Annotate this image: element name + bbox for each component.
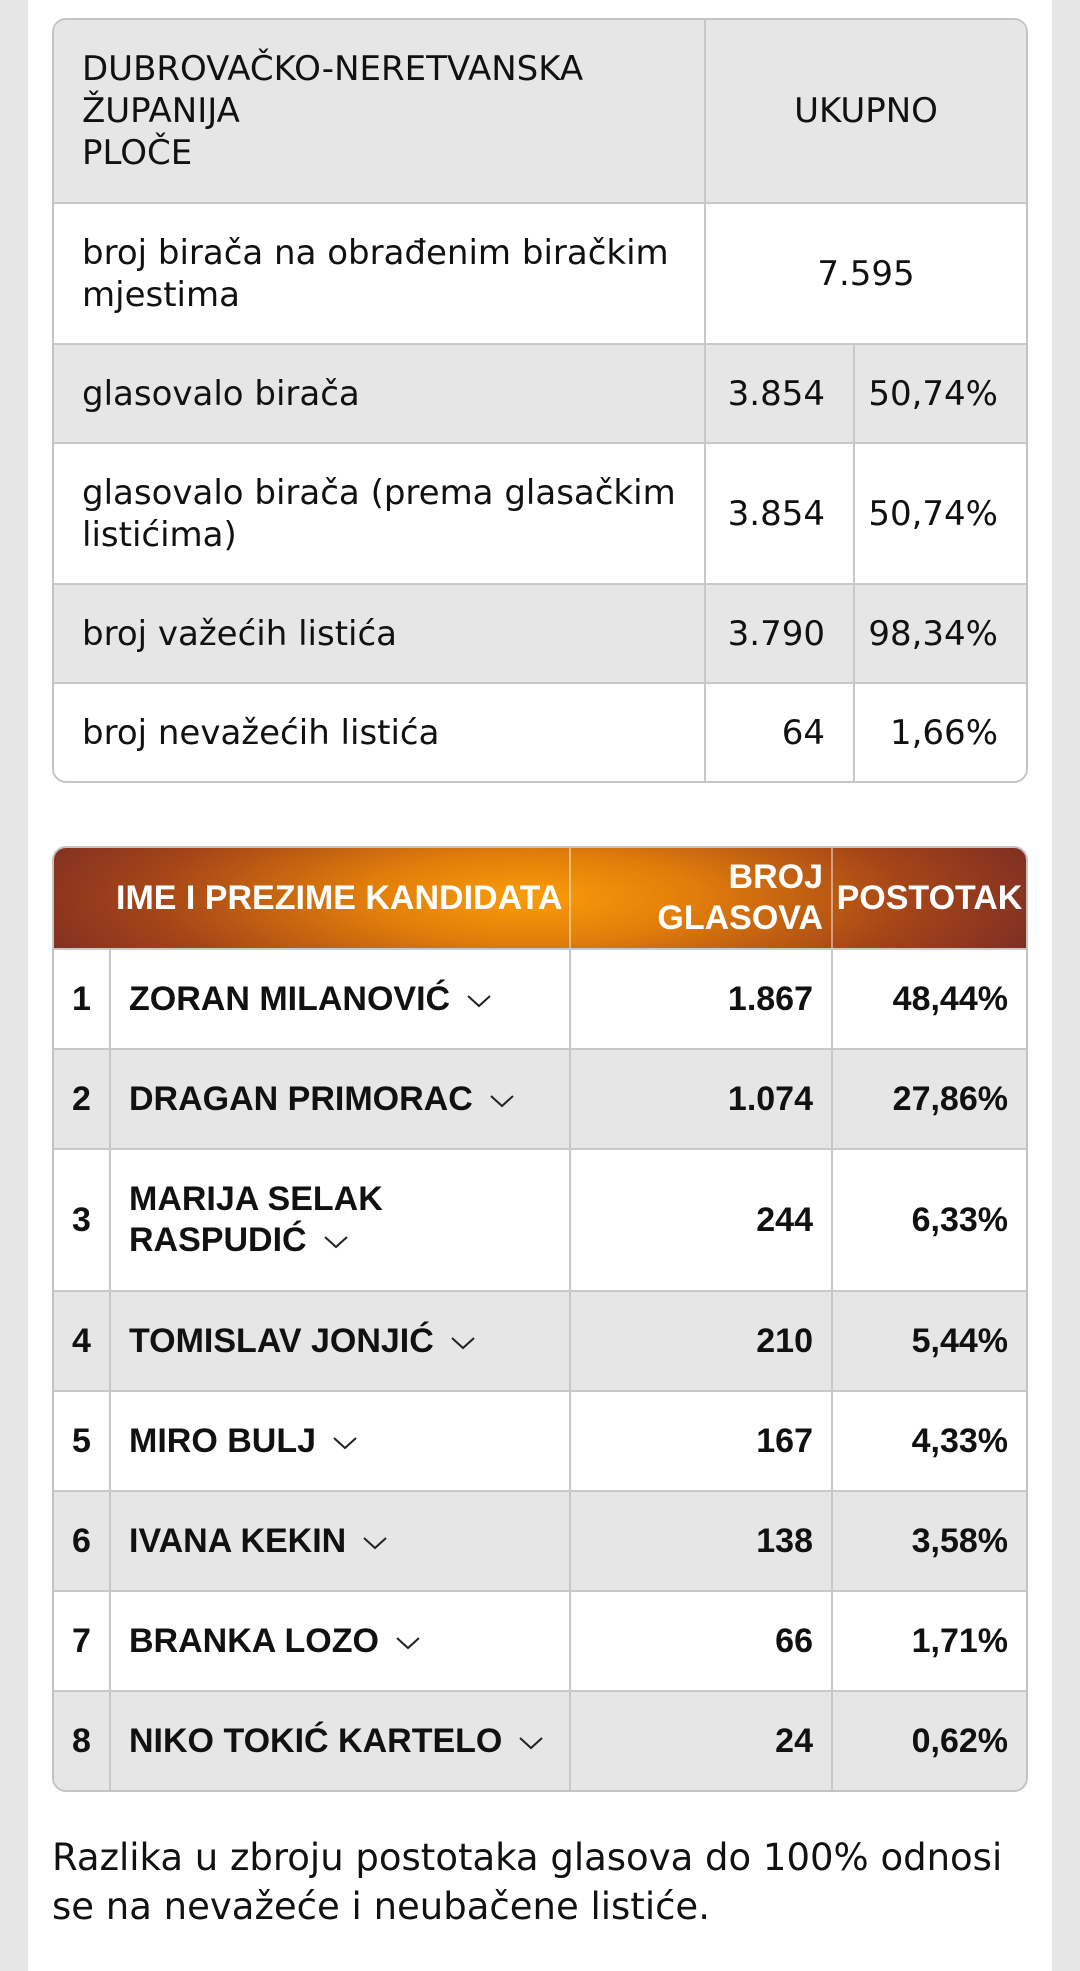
summary-label: broj nevažećih listića bbox=[54, 684, 706, 781]
table-row[interactable] bbox=[54, 1390, 1026, 1490]
candidate-name-cell[interactable] bbox=[111, 1492, 571, 1590]
candidate-name-cell[interactable] bbox=[111, 1292, 571, 1390]
summary-label: broj važećih listića bbox=[54, 585, 706, 682]
table-row[interactable] bbox=[54, 948, 1026, 1048]
candidate-name-cell[interactable] bbox=[111, 1150, 571, 1290]
chevron-down-icon[interactable] bbox=[489, 1093, 515, 1109]
candidate-name: IVANA KEKIN bbox=[129, 1521, 347, 1560]
chevron-down-icon[interactable] bbox=[332, 1435, 358, 1451]
summary-percent: 1,66% bbox=[889, 712, 998, 753]
region-city: PLOČE bbox=[82, 133, 193, 173]
candidate-percent: 3,58% bbox=[911, 1521, 1008, 1560]
candidate-name-cell[interactable] bbox=[111, 1392, 571, 1490]
candidate-index: 3 bbox=[54, 1150, 111, 1290]
table-row[interactable] bbox=[54, 1148, 1026, 1290]
summary-count: 3.854 bbox=[706, 345, 855, 442]
chevron-down-icon[interactable] bbox=[450, 1335, 476, 1351]
candidate-votes: 210 bbox=[571, 1292, 833, 1390]
candidate-name-cell[interactable] bbox=[111, 1050, 571, 1148]
results-page bbox=[28, 0, 1052, 1971]
candidate-percent: 4,33% bbox=[911, 1421, 1008, 1460]
candidate-name: BRANKA LOZO bbox=[129, 1621, 379, 1660]
summary-header-row bbox=[54, 20, 1026, 202]
voters-label: broj birača na obrađenim biračkim mjestima bbox=[54, 204, 706, 343]
summary-percent: 98,34% bbox=[868, 613, 998, 654]
header-candidate-name: IME I PREZIME KANDIDATA bbox=[54, 848, 571, 948]
candidate-index: 8 bbox=[54, 1692, 111, 1790]
candidate-votes: 1.074 bbox=[571, 1050, 833, 1148]
table-row[interactable] bbox=[54, 1048, 1026, 1148]
candidate-index: 5 bbox=[54, 1392, 111, 1490]
candidate-votes: 24 bbox=[571, 1692, 833, 1790]
summary-percent: 50,74% bbox=[868, 373, 998, 414]
summary-row-valid bbox=[54, 583, 1026, 682]
header-percent: POSTOTAK bbox=[836, 878, 1023, 917]
candidate-index: 2 bbox=[54, 1050, 111, 1148]
candidate-name-cell[interactable] bbox=[111, 950, 571, 1048]
candidates-header-row bbox=[54, 848, 1026, 948]
summary-label: glasovalo birača (prema glasačkim listićima) bbox=[54, 444, 706, 583]
table-row[interactable] bbox=[54, 1290, 1026, 1390]
turnout-summary-table bbox=[52, 18, 1028, 783]
summary-row-invalid bbox=[54, 682, 1026, 781]
summary-label: glasovalo birača bbox=[54, 345, 706, 442]
candidate-index: 4 bbox=[54, 1292, 111, 1390]
table-row[interactable] bbox=[54, 1590, 1026, 1690]
chevron-down-icon[interactable] bbox=[323, 1234, 349, 1250]
candidate-percent: 0,62% bbox=[911, 1721, 1008, 1760]
candidate-name: ZORAN MILANOVIĆ bbox=[129, 979, 451, 1018]
results-footnote: Razlika u zbroju postotaka glasova do 100% odnosi se na nevažeće i neubačene listiće. bbox=[52, 1836, 1003, 1928]
region-title bbox=[54, 20, 706, 202]
summary-count: 3.854 bbox=[706, 444, 855, 583]
candidate-name: NIKO TOKIĆ KARTELO bbox=[129, 1721, 503, 1760]
summary-count: 3.790 bbox=[706, 585, 855, 682]
region-county: DUBROVAČKO-NERETVANSKA bbox=[82, 49, 584, 89]
candidate-percent: 48,44% bbox=[892, 979, 1008, 1018]
candidate-index: 7 bbox=[54, 1592, 111, 1690]
candidate-name-cell[interactable] bbox=[111, 1692, 571, 1790]
candidate-votes: 66 bbox=[571, 1592, 833, 1690]
candidate-name: DRAGAN PRIMORAC bbox=[129, 1079, 473, 1118]
summary-row-voted-ballots bbox=[54, 442, 1026, 583]
table-row[interactable] bbox=[54, 1490, 1026, 1590]
chevron-down-icon[interactable] bbox=[395, 1635, 421, 1651]
candidate-votes: 1.867 bbox=[571, 950, 833, 1048]
candidate-votes: 167 bbox=[571, 1392, 833, 1490]
voters-total: 7.595 bbox=[817, 253, 915, 294]
summary-percent: 50,74% bbox=[868, 493, 998, 534]
candidate-votes: 244 bbox=[571, 1150, 833, 1290]
candidate-name: MIRO BULJ bbox=[129, 1421, 316, 1460]
chevron-down-icon[interactable] bbox=[518, 1735, 544, 1751]
candidate-name-cell[interactable] bbox=[111, 1592, 571, 1690]
candidate-index: 1 bbox=[54, 950, 111, 1048]
summary-count: 64 bbox=[706, 684, 855, 781]
summary-row-voters bbox=[54, 202, 1026, 343]
chevron-down-icon[interactable] bbox=[362, 1535, 388, 1551]
table-row[interactable] bbox=[54, 1690, 1026, 1790]
candidate-percent: 27,86% bbox=[892, 1079, 1008, 1118]
summary-row-voted bbox=[54, 343, 1026, 442]
candidate-percent: 5,44% bbox=[911, 1321, 1008, 1360]
candidate-name: MARIJA SELAK RASPUDIĆ bbox=[129, 1180, 383, 1259]
chevron-down-icon[interactable] bbox=[466, 993, 492, 1009]
candidate-name: TOMISLAV JONJIĆ bbox=[129, 1321, 434, 1360]
candidate-percent: 6,33% bbox=[911, 1200, 1008, 1239]
candidate-votes: 138 bbox=[571, 1492, 833, 1590]
total-header: UKUPNO bbox=[794, 91, 938, 131]
candidates-table bbox=[52, 846, 1028, 1792]
candidate-percent: 1,71% bbox=[911, 1621, 1008, 1660]
region-county-suffix: ŽUPANIJA bbox=[82, 91, 240, 131]
candidate-index: 6 bbox=[54, 1492, 111, 1590]
header-vote-count: BROJ GLASOVA bbox=[571, 848, 833, 948]
